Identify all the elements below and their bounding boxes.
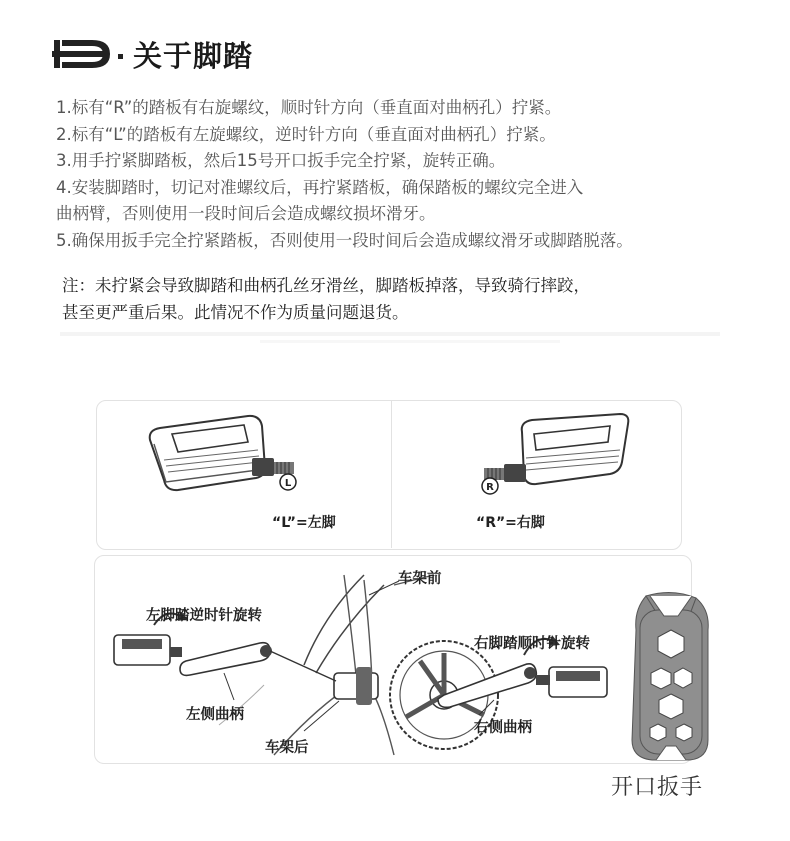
installation-diagram <box>94 555 690 762</box>
note-line: 甚至更严重后果。此情况不作为质量问题退货。 <box>62 303 409 322</box>
right-pedal-illustration <box>470 410 640 500</box>
instruction-line: 1.标有“R”的踏板有右旋螺纹，顺时针方向（垂直面对曲柄孔）拧紧。 <box>56 98 562 117</box>
page-title: 关于脚踏 <box>133 38 254 73</box>
instruction-line: 2.标有“L”的踏板有左旋螺纹，逆时针方向（垂直面对曲柄孔）拧紧。 <box>56 124 556 144</box>
section-header <box>52 32 253 76</box>
instruction-line: 5.确保用扳手完全拧紧踏板，否则使用一段时间后会造成螺纹滑牙或脚踏脱落。 <box>56 230 633 250</box>
brand-logo-icon <box>52 38 114 70</box>
left-pedal-illustration <box>140 410 310 500</box>
instruction-line: 3.用手拧紧脚踏板，然后15号开口扳手完全拧紧，旋转正确。 <box>56 151 506 170</box>
instruction-line: 4.安装脚踏时，切记对准螺纹后，再拧紧踏板，确保踏板的螺纹完全进入 <box>56 177 584 197</box>
left-crank-label: 左侧曲柄 <box>186 707 244 723</box>
instruction-list <box>56 95 776 254</box>
left-pedal-label: “L”=左脚 <box>272 515 336 531</box>
faint-background-strip <box>60 318 720 352</box>
left-rotation-label: 左脚踏逆时针旋转 <box>146 608 262 624</box>
title-bullet <box>118 54 123 59</box>
frame-front-label: 车架前 <box>398 571 442 587</box>
right-rotation-label: 右脚踏顺时针旋转 <box>474 636 590 652</box>
right-crank-label: 右侧曲柄 <box>474 720 532 736</box>
note-line: 注：未拧紧会导致脚踏和曲柄孔丝牙滑丝，脚踏板掉落，导致骑行摔跤， <box>62 276 590 295</box>
wrench-caption: 开口扳手 <box>611 775 704 800</box>
frame-rear-label: 车架后 <box>265 740 309 756</box>
svg-text:R: R <box>486 482 494 493</box>
svg-text:L: L <box>284 478 292 489</box>
panel-divider <box>391 400 392 548</box>
instruction-line: 曲柄臂，否则使用一段时间后会造成螺纹损坏滑牙。 <box>56 204 436 223</box>
open-wrench-icon <box>616 590 726 765</box>
right-pedal-label: “R”=右脚 <box>476 515 545 531</box>
